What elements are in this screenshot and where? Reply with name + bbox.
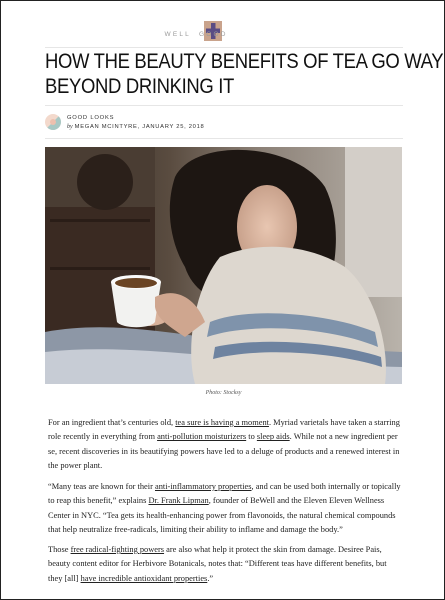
- p1-text: . While not a new ingredient per se, recent discoveries in its beautifying powers have led to a deluge of products and a renewed interest in the power plant.: [48, 432, 400, 471]
- title-line-2: BEYOND DRINKING IT: [45, 74, 235, 98]
- byline: [67, 124, 204, 130]
- byline-prefix: by: [67, 124, 73, 130]
- p2-text: “Many teas are known for their: [48, 482, 155, 491]
- link-sleep-aids[interactable]: sleep aids: [256, 432, 290, 442]
- link-antioxidant-properties[interactable]: have incredible antioxidant properties: [80, 573, 208, 583]
- category-avatar-icon[interactable]: [45, 114, 61, 130]
- site-header: [1, 21, 444, 43]
- p3-text: Those: [48, 545, 71, 554]
- image-caption: Photo: Stocksy: [205, 390, 242, 396]
- meta-divider: [45, 138, 403, 139]
- p3-text: are also what help it protect the skin from damage. Desiree Pais, beauty content editor for Herbivore Botanicals, notes that: “Different teas have different benefits, but they [all]: [48, 545, 387, 583]
- category-link[interactable]: GOOD LOOKS: [67, 115, 115, 121]
- title-line-1: HOW THE BEAUTY BENEFITS OF TEA GO WAY: [45, 49, 444, 73]
- paragraph-2: [48, 480, 403, 538]
- link-tea-moment[interactable]: tea sure is having a moment: [175, 418, 269, 427]
- link-dr-frank-lipman[interactable]: Dr. Frank Lipman: [148, 496, 209, 506]
- p1-text: . Myriad varietals have taken a starring role recently in everything from: [48, 418, 400, 442]
- title-divider: [45, 105, 403, 106]
- p3-text: .”: [207, 573, 214, 583]
- logo-text-right[interactable]: GOOD: [199, 31, 228, 38]
- link-anti-pollution-moisturizers[interactable]: anti-pollution moisturizers: [157, 432, 247, 442]
- p1-text: to: [246, 432, 257, 442]
- hero-image: [45, 147, 402, 384]
- link-anti-inflammatory-properties[interactable]: anti-inflammatory properties: [154, 482, 252, 491]
- p2-text: , and can be used both internally or topically to reap this benefit,” explains: [48, 482, 401, 506]
- article-title: [45, 49, 444, 99]
- p1-text: For an ingredient that’s centuries old,: [48, 418, 176, 427]
- header-divider: [45, 47, 403, 48]
- link-free-radical-fighting-powers[interactable]: free radical-fighting powers: [70, 545, 165, 554]
- paragraph-3: [48, 543, 403, 586]
- p2-text: , founder of BeWell and the Eleven Eleven Wellness Center in NYC. “Tea gets its health-enhancing power from flavonoids, the natural chemical compounds that help neutralize free-radicals, limiting their ability to inflame and damage the body.”: [48, 496, 396, 535]
- byline-author-date[interactable]: MEGAN MCINTYRE, JANUARY 25, 2018: [74, 124, 205, 130]
- logo-text-left[interactable]: WELL: [164, 31, 191, 38]
- paragraph-1: [48, 416, 403, 474]
